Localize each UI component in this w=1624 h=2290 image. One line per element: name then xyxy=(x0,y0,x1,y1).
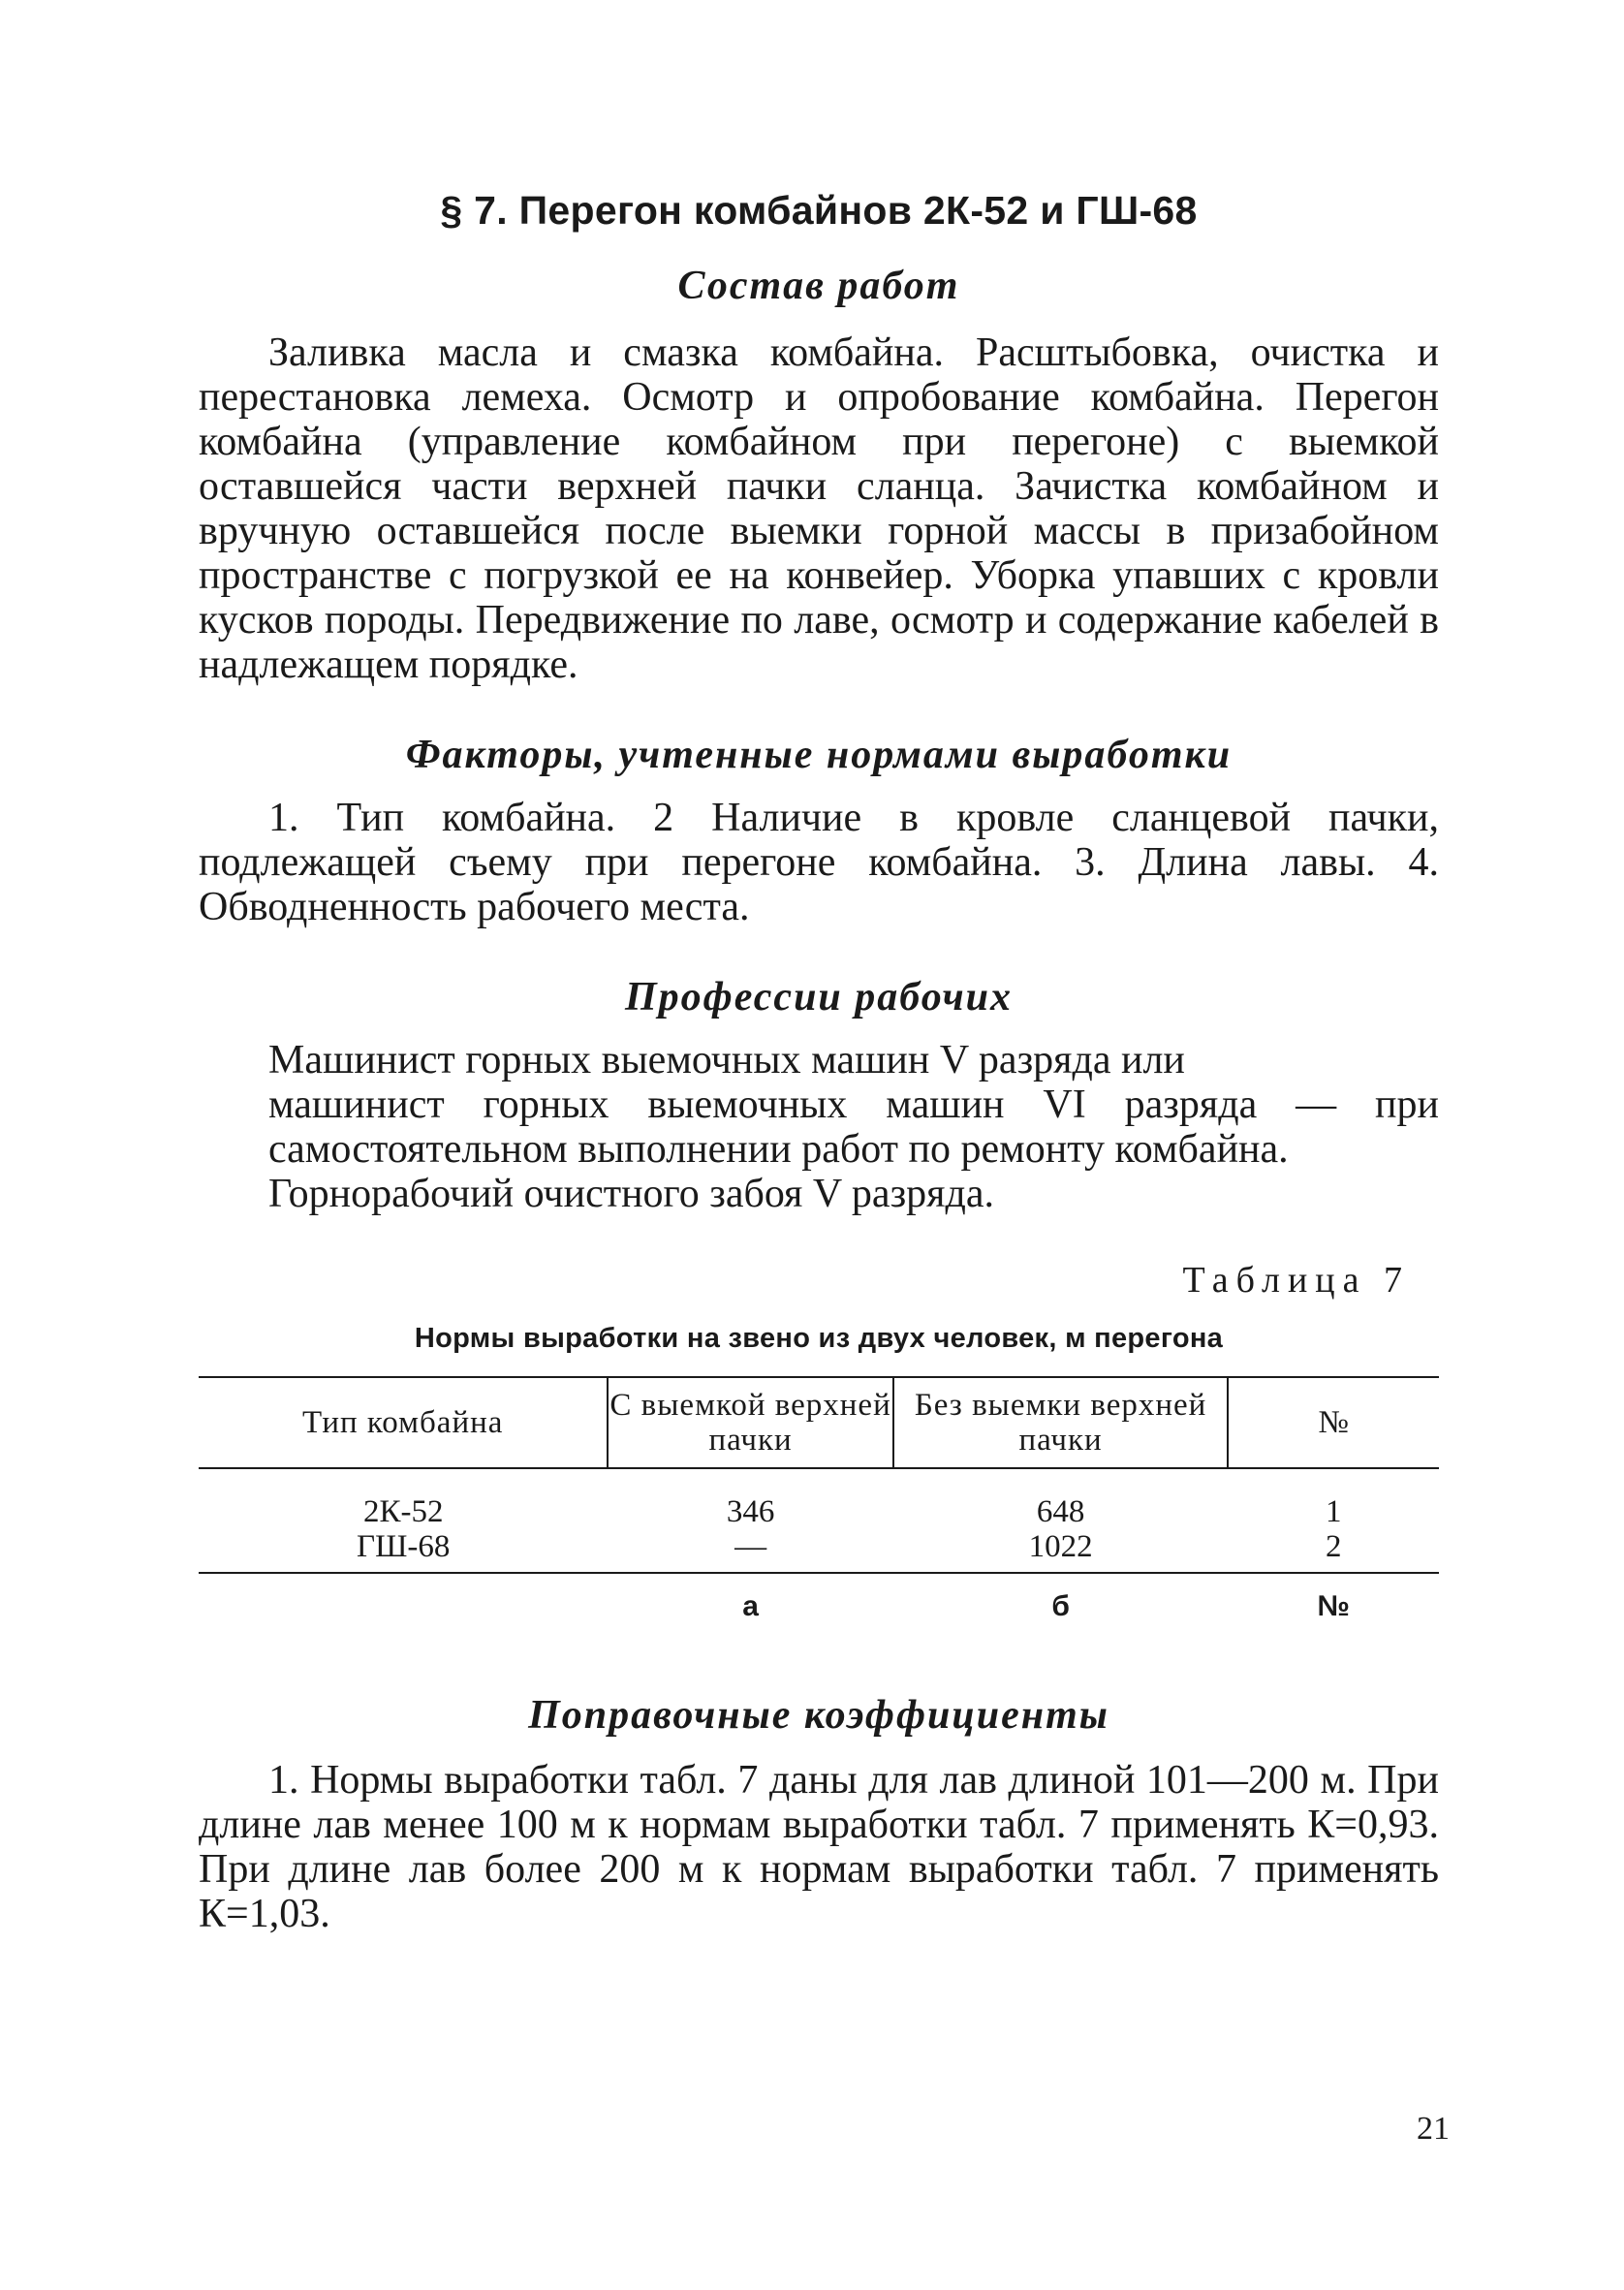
section-title: § 7. Перегон комбайнов 2К-52 и ГШ-68 xyxy=(440,188,1198,233)
cell-without-top-pack: 648 xyxy=(1036,1494,1085,1529)
cell-combine-type: 2К-52 xyxy=(362,1494,444,1529)
table-footer-row xyxy=(199,1573,1439,1624)
work-content-heading: Состав работ xyxy=(677,264,960,308)
professions-heading: Профессии рабочих xyxy=(624,975,1014,1020)
cell-number: 1 xyxy=(1325,1494,1342,1529)
cell-combine-type: ГШ-68 xyxy=(199,1529,608,1573)
header-without-top-pack: Без выемки верхней пачки xyxy=(893,1377,1229,1468)
professions-line-2: машинист горных выемочных машин VI разряда — при самостоятельном выполнении работ по ремонту комбайна. xyxy=(268,1082,1439,1172)
table-header-row xyxy=(199,1377,1439,1468)
footer-empty xyxy=(199,1573,608,1624)
corrections-heading: Поправочные коэффициенты xyxy=(528,1693,1109,1738)
cell-with-top-pack: — xyxy=(608,1529,892,1573)
footer-number: № xyxy=(1317,1590,1350,1622)
header-combine-type: Тип комбайна xyxy=(199,1377,608,1468)
corrections-text: 1. Нормы выработки табл. 7 даны для лав длиной 101—200 м. При длине лав менее 100 м к нормам выработки табл. 7 применять К=0,93. При длине лав более 200 м к нормам выработки табл. 7 применять К=1,03. xyxy=(199,1758,1439,1936)
factors-text: 1. Тип комбайна. 2 Наличие в кровле сланцевой пачки, подлежащей съему при перегоне комбайна. 3. Длина лавы. 4. Обводненность рабочего места. xyxy=(199,796,1439,929)
work-content-text: Заливка масла и смазка комбайна. Расштыбовка, очистка и перестановка лемеха. Осмотр и опробование комбайна. Перегон комбайна (управление комбайном при перегоне) с выемкой оставшейся части верхней пачки сланца. Зачистка комбайном и вручную оставшейся после выемки горной массы в призабойном пространстве с погрузкой ее на конвейер. Уборка упавших с кровли кусков породы. Передвижение по лаве, осмотр и содержание кабелей в надлежащем порядке. xyxy=(199,330,1439,687)
footer-column-b: б xyxy=(1051,1590,1070,1622)
table-caption: Нормы выработки на звено из двух человек, м перегона xyxy=(414,1323,1224,1354)
professions-line-3: Горнорабочий очистного забоя V разряда. xyxy=(268,1172,994,1216)
header-with-top-pack: С выемкой верхней пачки xyxy=(608,1377,892,1468)
page-number: 21 xyxy=(1417,2111,1450,2147)
table-label: Таблица 7 xyxy=(1182,1260,1410,1301)
norms-table xyxy=(199,1376,1439,1624)
header-number: № xyxy=(1228,1377,1439,1468)
table-row xyxy=(199,1529,1439,1573)
cell-number: 2 xyxy=(1228,1529,1439,1573)
cell-without-top-pack: 1022 xyxy=(893,1529,1229,1573)
footer-column-a: а xyxy=(742,1590,759,1622)
page xyxy=(199,174,1439,1936)
table-row xyxy=(199,1468,1439,1529)
cell-with-top-pack: 346 xyxy=(726,1494,775,1529)
professions-line-1: Машинист горных выемочных машин V разряда или xyxy=(268,1038,1185,1082)
factors-heading: Факторы, учтенные нормами выработки xyxy=(405,733,1233,777)
